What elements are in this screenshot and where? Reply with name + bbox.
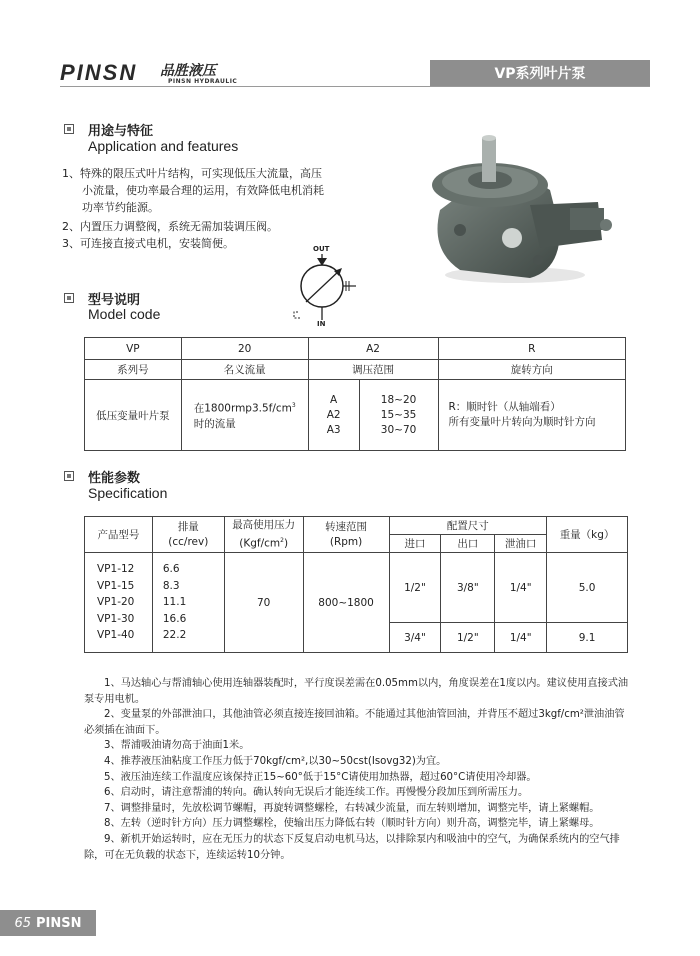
spec-displacement-cell xyxy=(152,553,224,653)
feature-item: 功率节约能源。 xyxy=(82,201,159,214)
spec-model: VP1-40 xyxy=(97,629,135,642)
footer-brand: PINSN xyxy=(36,915,82,931)
note-item: 9、新机开始运转时，应在无压力的状态下反复启动电机马达，以排除泵内和吸油中的空气，为确保系统内的空气排除，可在无负载的状态下，连续运转10分钟。 xyxy=(84,833,620,861)
brand-logo-cn: 品胜液压 xyxy=(160,63,216,79)
model-code-table xyxy=(84,337,626,451)
rotation-line1: R：顺时针（从轴端看） xyxy=(448,401,561,413)
spec-inlet: 3/4" xyxy=(389,623,441,653)
spec-header-pressure-line2: (Kgf/cm xyxy=(239,537,281,550)
symbol-out-label: OUT xyxy=(313,245,330,253)
spec-max-pressure: 70 xyxy=(224,553,303,653)
note-item: 8、左转（逆时针方向）压力调整螺栓，使输出压力降低右转（顺时针方向）则升高，调整完毕，请上紧螺母。 xyxy=(104,818,600,830)
section-title-application-cn: 用途与特征 xyxy=(88,124,154,139)
spec-model: VP1-20 xyxy=(97,596,135,609)
brand-logo-subtitle: PINSN HYDRAULIC xyxy=(168,78,238,85)
spec-header-size: 配置尺寸 xyxy=(389,517,547,535)
model-header-cell: 调压范围 xyxy=(308,360,438,380)
pressure-range: 30~70 xyxy=(380,423,417,436)
note-item: 2、变量泵的外部泄油口，其他油管必须直接连接回油箱。不能通过其他油管回油，并背压不超过3kgf/cm²泄油油管必须插在油面下。 xyxy=(84,709,625,736)
spec-displacement: 8.3 xyxy=(162,579,180,592)
specification-table xyxy=(84,516,628,653)
section-marker-icon xyxy=(64,471,74,481)
header-divider xyxy=(60,86,650,87)
section-marker-icon xyxy=(64,124,74,134)
section-title-model-en: Model code xyxy=(88,306,161,322)
page-footer xyxy=(0,910,96,936)
spec-speed-range: 800~1800 xyxy=(303,553,389,653)
table-row xyxy=(85,360,626,380)
note-item: 3、帮浦吸油请勿高于油面1米。 xyxy=(104,740,250,752)
note-item: 4、推荐液压油粘度工作压力低于70kgf/cm²,以30~50cst(Isovg32)为宜。 xyxy=(104,755,447,767)
feature-item: 1、特殊的限压式叶片结构，可实现低压大流量，高压 xyxy=(62,167,322,180)
series-description: 低压变量叶片泵 xyxy=(85,380,182,451)
product-title-bar xyxy=(430,60,650,86)
section-title-application-en: Application and features xyxy=(88,138,239,154)
flow-description-line2: 时的流量 xyxy=(193,417,236,430)
spec-models-cell xyxy=(85,553,153,653)
vane-pump-image xyxy=(420,130,620,290)
symbol-in-label: IN xyxy=(317,320,326,328)
spec-weight: 5.0 xyxy=(547,553,628,623)
pressure-range-cell xyxy=(308,380,438,451)
brand-logo: PINSN xyxy=(60,60,138,85)
spec-header-displacement-line1: 排量 xyxy=(177,520,199,533)
spec-displacement: 16.6 xyxy=(162,612,187,625)
table-row xyxy=(85,380,626,451)
flow-description-line1: 在1800rmp3.5f/cm xyxy=(193,402,292,415)
spec-header-displacement xyxy=(152,517,224,553)
spec-model: VP1-12 xyxy=(97,563,135,576)
spec-model: VP1-15 xyxy=(97,579,135,592)
spec-header-speed xyxy=(303,517,389,553)
pressure-code: A2 xyxy=(326,408,341,421)
note-item: 1、马达轴心与帮浦轴心使用连轴器装配时，平行度误差需在0.05mm以内，角度误差在1度以内。建议使用直接式油泵专用电机。 xyxy=(84,678,629,705)
spec-header-inlet: 进口 xyxy=(389,535,441,553)
pressure-code: A3 xyxy=(326,423,341,436)
table-row xyxy=(85,517,628,535)
table-row xyxy=(85,338,626,360)
pressure-range: 18~20 xyxy=(380,393,417,406)
spec-outlet: 3/8" xyxy=(441,553,495,623)
spec-header-speed-line2: (Rpm) xyxy=(329,535,363,548)
spec-drain: 1/4" xyxy=(495,623,547,653)
feature-item: 小流量，使功率最合理的运用，有效降低电机消耗 xyxy=(82,184,324,197)
product-title: VP系列叶片泵 xyxy=(494,66,586,82)
hydraulic-symbol-diagram xyxy=(280,240,370,332)
rotation-description xyxy=(438,380,626,451)
spec-header-outlet: 出口 xyxy=(441,535,495,553)
model-header-cell: 名义流量 xyxy=(181,360,308,380)
section-title-spec-cn: 性能参数 xyxy=(88,471,141,486)
section-title-spec-en: Specification xyxy=(88,485,168,501)
pressure-code: A xyxy=(330,393,338,406)
spec-header-pressure-line1: 最高使用压力 xyxy=(232,518,296,531)
model-header-cell: 系列号 xyxy=(85,360,182,380)
table-row xyxy=(85,553,628,623)
spec-header-displacement-line2: (cc/rev) xyxy=(168,535,209,548)
feature-item: 3、可连接直接式电机，安装简便。 xyxy=(62,237,234,250)
flow-description xyxy=(181,380,308,451)
section-title-model-cn: 型号说明 xyxy=(88,293,141,308)
spec-displacement: 11.1 xyxy=(162,596,187,609)
model-code-cell: R xyxy=(438,338,626,360)
rotation-line2: 所有变量叶片转向为顺时针方向 xyxy=(448,416,596,428)
spec-displacement: 22.2 xyxy=(162,629,187,642)
pressure-range: 15~35 xyxy=(380,408,417,421)
model-code-cell: A2 xyxy=(308,338,438,360)
spec-header-pressure-sup: 2 xyxy=(280,536,284,544)
spec-header-pressure-close: ) xyxy=(283,537,289,550)
note-item: 6、启动时，请注意帮浦的转向。确认转向无误后才能连续工作。再慢慢分段加压到所需压力。 xyxy=(104,787,529,799)
spec-header-drain: 泄油口 xyxy=(495,535,547,553)
spec-outlet: 1/2" xyxy=(441,623,495,653)
note-item: 7、调整排量时，先放松调节螺帽，再旋转调整螺栓，右转减少流量，而左转则增加，调整完毕，请上紧螺帽。 xyxy=(104,802,600,814)
note-item: 5、液压油连续工作温度应该保持正15~60°低于15°C请使用加热器，超过60°C请使用冷却器。 xyxy=(104,771,537,783)
model-code-cell: 20 xyxy=(181,338,308,360)
spec-header-model: 产品型号 xyxy=(85,517,153,553)
spec-model: VP1-30 xyxy=(97,612,135,625)
page-number: 65 xyxy=(14,915,32,931)
model-code-cell: VP xyxy=(85,338,182,360)
spec-inlet: 1/2" xyxy=(389,553,441,623)
spec-displacement: 6.6 xyxy=(162,563,180,576)
flow-description-sup: 3 xyxy=(291,402,296,410)
feature-item: 2、内置压力调整阀，系统无需加装调压阀。 xyxy=(62,220,278,233)
usage-notes xyxy=(84,676,630,863)
spec-header-pressure xyxy=(224,517,303,553)
spec-header-weight: 重量（kg） xyxy=(547,517,628,553)
spec-header-speed-line1: 转速范围 xyxy=(325,520,368,533)
model-header-cell: 旋转方向 xyxy=(438,360,626,380)
spec-drain: 1/4" xyxy=(495,553,547,623)
section-marker-icon xyxy=(64,293,74,303)
spec-weight: 9.1 xyxy=(547,623,628,653)
